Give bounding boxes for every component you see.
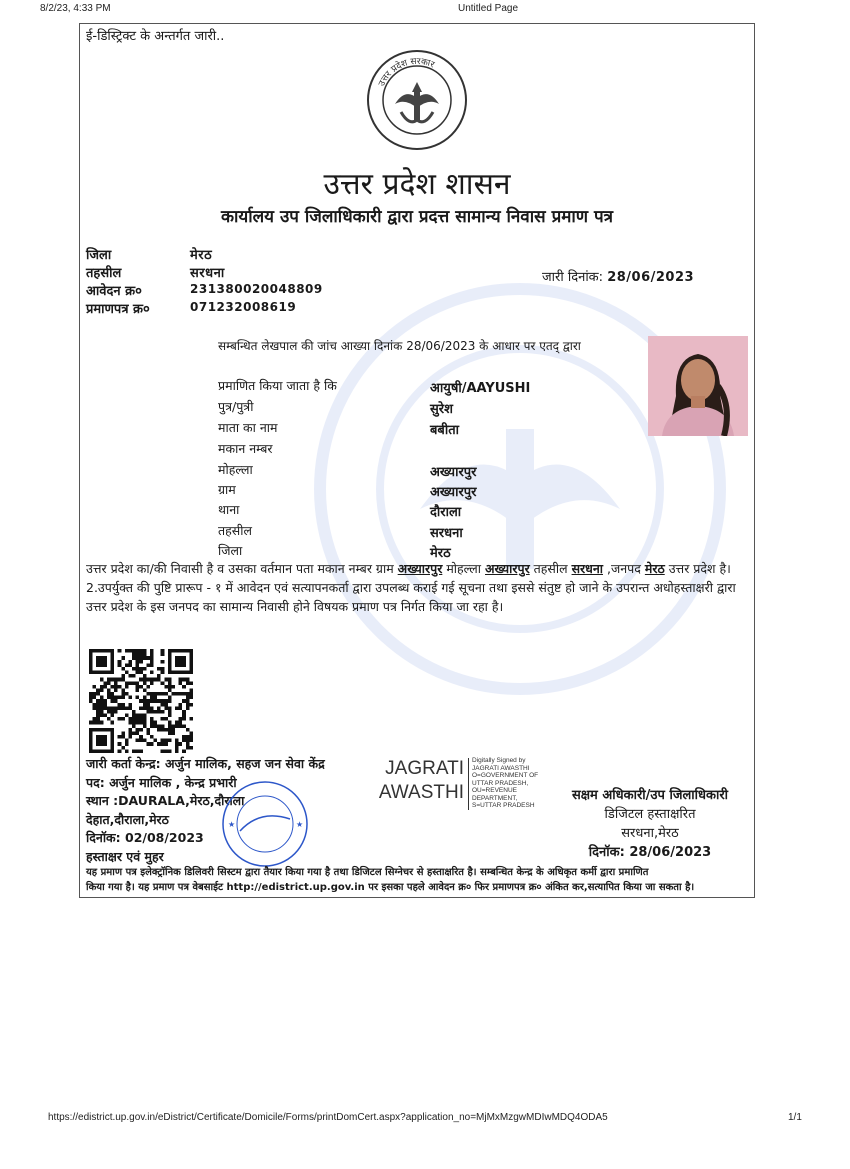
district-value: मेरठ: [190, 248, 213, 263]
certificate: [79, 23, 755, 898]
application-no-value: 231380020048809: [190, 282, 323, 296]
svg-text:★: ★: [296, 820, 304, 829]
tehsil-value: सरधना: [190, 266, 225, 281]
authority-block: [550, 786, 750, 862]
field-value: मेरठ: [430, 546, 451, 561]
district-label: जिला: [86, 248, 112, 263]
issuer-center: जारी कर्ता केन्द्र: अर्जुन मालिक, सहज जन सेवा केंद्र: [86, 756, 325, 771]
authority-title: सक्षम अधिकारी/उप जिलाधिकारी: [571, 788, 729, 803]
issue-date: [542, 267, 694, 285]
center-stamp-icon: [220, 779, 310, 869]
issuer-post: पद: अर्जुन मालिक , केन्द्र प्रभारी: [86, 774, 237, 790]
digital-signer-name: [372, 757, 464, 805]
qr-code: [89, 649, 193, 753]
emblem-text: उत्तर प्रदेश सरकार: [377, 56, 436, 89]
verification-note: [86, 866, 748, 895]
field-value: सुरेश: [430, 402, 453, 417]
digital-signature-details: [472, 757, 538, 810]
print-page-title: Untitled Page: [458, 3, 519, 14]
certificate-no-label: प्रमाणपत्र क्र०: [86, 302, 150, 317]
field-label: तहसील: [218, 523, 252, 538]
signature-detail-line: O=GOVERNMENT OF: [472, 772, 539, 779]
field-label: मोहल्ला: [218, 462, 253, 477]
applicant-photo: [648, 336, 748, 436]
para-text: तहसील: [529, 561, 572, 576]
field-value: अख्यारपुर: [430, 485, 477, 500]
issue-date-value: 28/06/2023: [607, 270, 695, 285]
authority-date: दिनॉक: 28/06/2023: [588, 845, 712, 860]
up-emblem-icon: [365, 48, 469, 152]
field-value: दौराला: [430, 505, 462, 520]
government-title: उत्तर प्रदेश शासन: [323, 167, 511, 202]
field-value: अख्यारपुर: [430, 465, 477, 480]
field-label: प्रमाणित किया जाता है कि: [218, 378, 337, 393]
print-header: [0, 3, 850, 17]
svg-text:★: ★: [228, 820, 236, 829]
field-value: आयुषी/AAYUSHI: [430, 381, 531, 396]
para-tehsil: सरधना: [571, 561, 603, 576]
signer-first-name: JAGRATI: [385, 758, 464, 779]
print-page-number: 1/1: [788, 1112, 802, 1123]
para-district: मेरठ: [644, 561, 665, 576]
print-datetime: 8/2/23, 4:33 PM: [40, 3, 111, 14]
field-value: बबीता: [430, 423, 459, 438]
signature-detail-line: S=UTTAR PRADESH: [472, 802, 535, 809]
para-mohalla: अख्यारपुर: [485, 561, 530, 576]
field-label: पुत्र/पुत्री: [218, 399, 254, 414]
para-text: ,जनपद: [603, 561, 645, 576]
note-line-1: यह प्रमाण पत्र इलेक्ट्रॉनिक डिलिवरी सिस्टम द्वारा तैयार किया गया है तथा डिजिटल सिग्नेचर से हस्ताक्षरित है। सम्बन्धित केन्द्र के अधिकृत कर्मी द्वारा प्रमाणित: [86, 867, 649, 878]
issuer-date: दिनॉक: 02/08/2023: [86, 830, 204, 845]
field-value: सरधना: [430, 526, 463, 541]
para-confirmation: 2.उपर्युक्त की पुष्टि प्रारूप - १ में आवेदन एवं सत्यापनकर्ता द्वारा उपलब्ध कराई गई सूचना तथा इससे संतुष्ट हो जाने के उपरान्त अधोहस्ताक्षरी द्वारा उत्तर प्रदेश के इस जनपद का सामान्य निवासी होने विषयक प्रमाण पत्र निर्गत किया जा रहा है।: [86, 580, 736, 614]
para-village: अख्यारपुर: [397, 561, 443, 576]
para-text: मोहल्ला: [442, 561, 485, 576]
field-label: ग्राम: [218, 482, 236, 497]
certificate-subtitle: कार्यालय उप जिलाधिकारी द्वारा प्रदत्त सामान्य निवास प्रमाण पत्र: [220, 207, 614, 227]
issue-date-label: जारी दिनांक:: [542, 270, 604, 285]
issuer-place: स्थान :DAURALA,मेरठ,दौराला: [86, 793, 245, 808]
field-label: मकान नम्बर: [218, 441, 273, 456]
certificate-no-value: 071232008619: [190, 300, 297, 314]
authority-location: सरधना,मेरठ: [621, 826, 679, 841]
para-text: उत्तर प्रदेश का/की निवासी है व उसका वर्तमान पता मकान नम्बर ग्राम: [86, 561, 398, 576]
signature-divider: [468, 758, 469, 810]
signature-detail-line: OU=REVENUE: [472, 787, 517, 794]
residence-paragraph: [86, 559, 736, 616]
signer-last-name: AWASTHI: [378, 782, 464, 803]
authority-digital: डिजिटल हस्ताक्षरित: [604, 807, 696, 822]
issuer-area: देहात,दौराला,मेरठ: [86, 811, 169, 827]
para-text: उत्तर प्रदेश है।: [664, 561, 731, 576]
field-label: जिला: [218, 543, 243, 558]
signature-detail-line: UTTAR PRADESH,: [472, 779, 529, 787]
issued-under-text: ई-डिस्ट्रिक्ट के अन्तर्गत जारी..: [86, 29, 225, 44]
verification-text: सम्बन्धित लेखपाल की जांच आख्या दिनांक 28/06/2023 के आधार पर एतद् द्वारा: [218, 339, 581, 353]
signature-detail-line: DEPARTMENT,: [472, 794, 518, 802]
tehsil-label: तहसील: [86, 266, 122, 281]
issuer-signature-label: हस्ताक्षर एवं मुहर: [86, 848, 164, 864]
field-label: थाना: [218, 502, 240, 517]
signature-detail-line: Digitally Signed by: [472, 757, 526, 764]
signature-detail-line: JAGRATI AWASTHI: [472, 764, 530, 772]
note-line-2: किया गया है। यह प्रमाण पत्र वेबसाईट http://edistrict.up.gov.in पर इसका पहले आवेदन क्र० फिर प्रमाणपत्र क्र० अंकित कर,सत्यापित किया जा सकता है।: [86, 881, 695, 893]
application-no-label: आवेदन क्र०: [86, 284, 142, 299]
field-label: माता का नाम: [218, 420, 278, 435]
print-url: https://edistrict.up.gov.in/eDistrict/Certificate/Domicile/Forms/printDomCert.aspx?application_no=MjMxMzgwMDIwMDQ4ODA5: [48, 1112, 608, 1123]
